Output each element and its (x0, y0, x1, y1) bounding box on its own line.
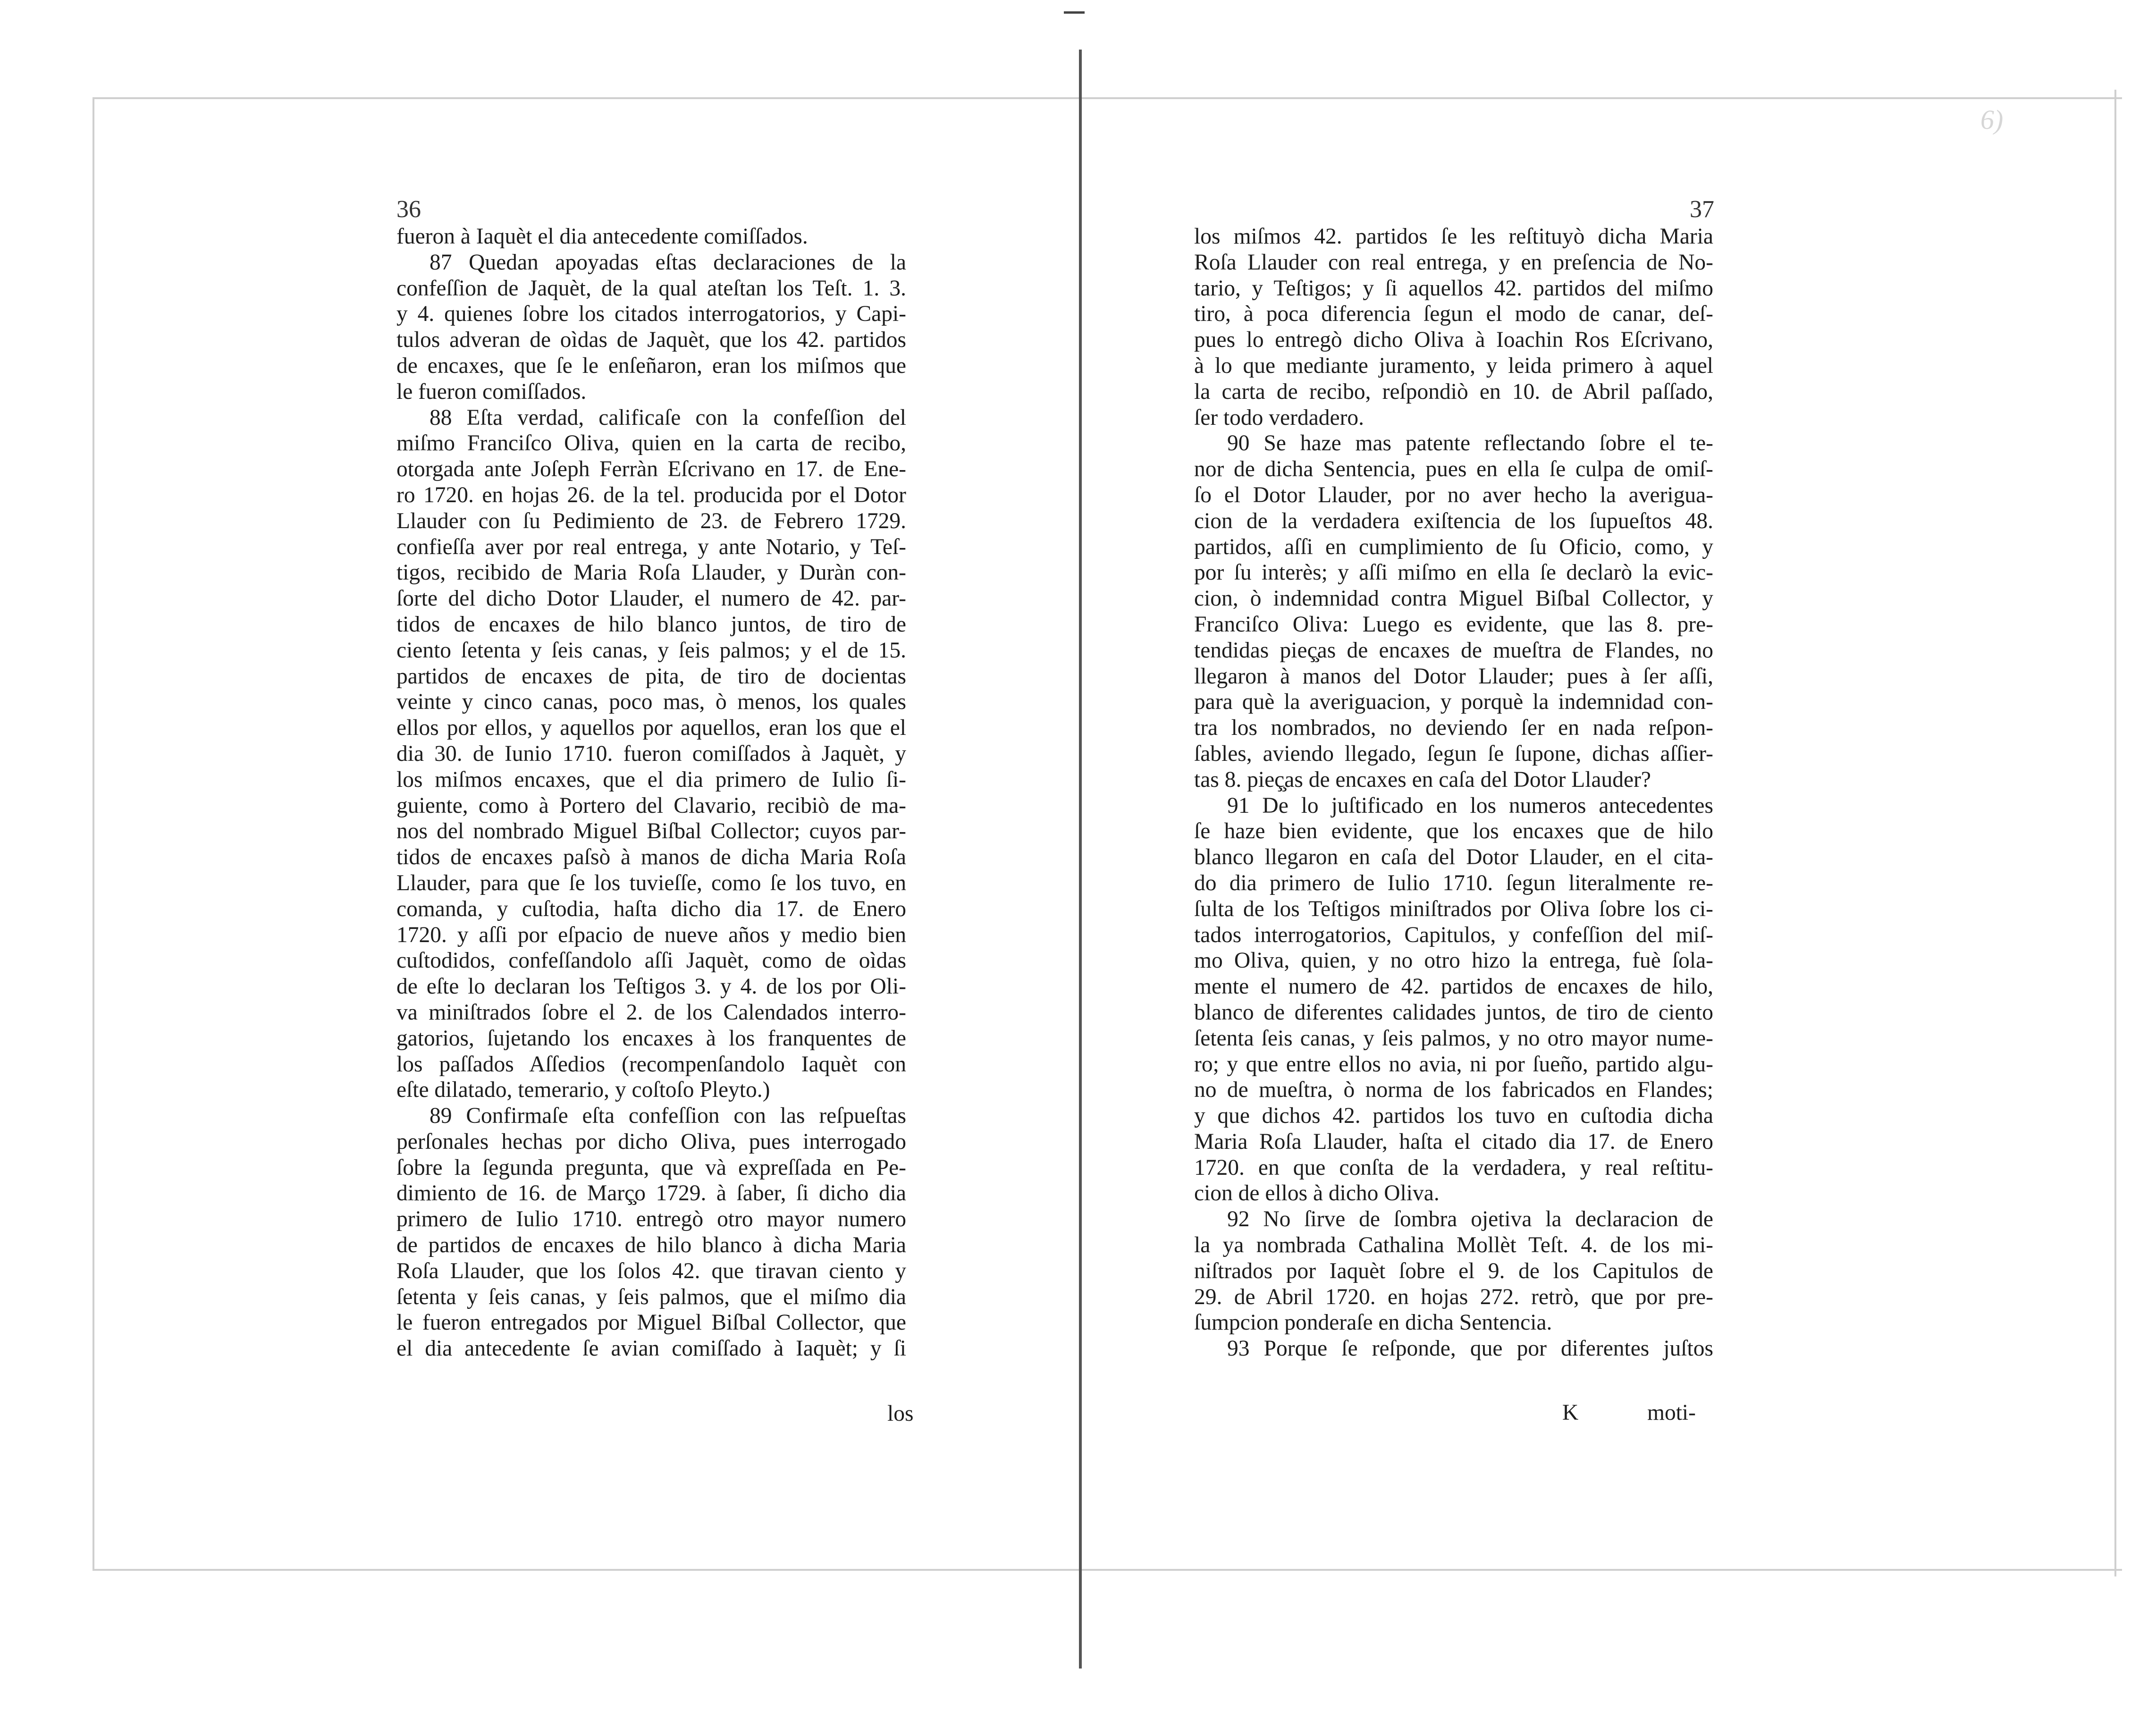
text-line: fueron à Iaquèt el dia antecedente comiſſados. (396, 224, 808, 249)
text-line: tario, y Teſtigos; y ſi aquellos 42. partidos del miſmo (1194, 276, 1713, 301)
text-line: llegaron à manos del Dotor Llauder; pues à ſer aſſi, (1194, 664, 1713, 689)
text-line: eſte dilatado, temerario, y coſtoſo Pleyto.) (396, 1078, 770, 1103)
text-line: tidos de encaxes de hilo blanco juntos, de tiro de (396, 612, 906, 637)
text-line: mo Oliva, quien, y no otro hizo la entrega, fuè ſola- (1194, 948, 1713, 973)
text-line: 92 No ſirve de ſombra ojetiva la declaracion de (1227, 1207, 1713, 1232)
text-line: à lo que mediante juramento, y leida primero à aquel (1194, 353, 1713, 378)
text-line: partidos, aſſi en cumplimiento de ſu Oficio, como, y (1194, 534, 1713, 559)
text-line: ſulta de los Teſtigos miniſtrados por Oliva ſobre los ci- (1194, 896, 1713, 921)
page-number-right: 37 (1690, 196, 1714, 223)
text-line: perſonales hechas por dicho Oliva, pues interrogado (396, 1129, 906, 1154)
right-text-column (1194, 224, 1713, 1362)
text-line: ro; y que entre ellos no avia, ni por ſueño, partido algu- (1194, 1052, 1713, 1077)
text-line: tra los nombrados, no deviendo ſer en nada reſpon- (1194, 716, 1713, 741)
text-line: otorgada ante Joſeph Ferràn Eſcrivano en 17. de Ene- (396, 457, 906, 482)
text-line: ro 1720. en hojas 26. de la tel. producida por el Dotor (396, 482, 906, 507)
book-gutter-line (1079, 50, 1082, 1669)
text-line: 87 Quedan apoyadas eſtas declaraciones de la (430, 250, 906, 275)
text-line: confeſſion de Jaquèt, de la qual ateſtan los Teſt. 1. 3. (396, 276, 906, 301)
text-line: por ſu interès; y aſſi miſmo en ella ſe declarò la evic- (1194, 560, 1713, 585)
text-line: 93 Porque ſe reſponde, que por diferentes juſtos (1227, 1336, 1713, 1361)
text-line: gatorios, ſujetando los encaxes à los franquentes de (396, 1026, 906, 1051)
text-line: la ya nombrada Cathalina Mollèt Teſt. 4. de los mi- (1194, 1233, 1713, 1258)
text-line: tulos adveran de oìdas de Jaquèt, que los 42. partidos (396, 328, 906, 353)
signature-mark: K (1562, 1400, 1579, 1425)
text-line: de eſte lo declaran los Teſtigos 3. y 4. de los por Oli- (396, 974, 906, 999)
text-line: ſe haze bien evidente, que los encaxes que de hilo (1194, 819, 1713, 844)
text-line: no de mueſtra, ò norma de los fabricados en Flandes; (1194, 1078, 1713, 1103)
text-line: cuſtodidos, confeſſandolo aſſi Jaquèt, como de oìdas (396, 948, 906, 973)
text-line: Roſa Llauder, que los ſolos 42. que tiravan ciento y (396, 1258, 906, 1283)
text-line: 91 De lo juſtificado en los numeros antecedentes (1227, 793, 1713, 818)
text-line: Maria Roſa Llauder, haſta el citado dia 17. de Enero (1194, 1129, 1713, 1154)
text-line: tendidas pieç̧as de encaxes de mueſtra de Flandes, no (1194, 638, 1713, 663)
text-line: cion de la verdadera exiſtencia de los ſupueſtos 48. (1194, 508, 1713, 533)
text-line: y que dichos 42. partidos los tuvo en cuſtodia dicha (1194, 1104, 1713, 1129)
text-line: dimiento de 16. de Març̧o 1729. à ſaber, ſi dicho dia (396, 1181, 906, 1206)
text-line: 89 Confirmaſe eſta confeſſion con las reſpueſtas (430, 1104, 906, 1129)
text-line: le fueron comiſſados. (396, 379, 587, 404)
page-number-left: 36 (396, 196, 421, 223)
text-line: ſables, aviendo llegado, ſegun ſe ſupone, dichas aſſier- (1194, 741, 1713, 766)
text-line: va miniſtrados ſobre el 2. de los Calendados interro- (396, 1000, 906, 1025)
scan-border-top (93, 97, 2122, 99)
text-line: tidos de encaxes paſsò à manos de dicha Maria Roſa (396, 845, 906, 870)
scan-border-bottom (93, 1569, 2122, 1571)
text-line: ellos por ellos, y aquellos por aquellos, eran los que el (396, 716, 906, 741)
scan-border-left (93, 97, 94, 1570)
text-line: tiro, à poca diferencia ſegun el modo de canar, deſ- (1194, 302, 1713, 327)
text-line: primero de Iulio 1710. entregò otro mayor numero (396, 1207, 906, 1232)
text-line: partidos de encaxes de pita, de tiro de docientas (396, 664, 906, 689)
text-line: le fueron entregados por Miguel Biſbal Collector, que (396, 1310, 906, 1335)
text-line: tas 8. pieç̧as de encaxes en caſa del Dotor Llauder? (1194, 767, 1651, 792)
pencil-folio-mark: 6) (1980, 104, 2004, 135)
text-line: nos del nombrado Miguel Biſbal Collector; cuyos par- (396, 819, 906, 844)
text-line: Roſa Llauder con real entrega, y en preſencia de No- (1194, 250, 1713, 275)
text-line: tigos, recibido de Maria Roſa Llauder, y Duràn con- (396, 560, 906, 585)
catchword-left: los (887, 1401, 914, 1426)
top-rule-mark (1064, 11, 1085, 14)
text-line: ciento ſetenta y ſeis canas, y ſeis palmos; y el de 15. (396, 638, 906, 663)
text-line: confieſſa aver por real entrega, y ante Notario, y Teſ- (396, 534, 906, 559)
text-line: ſorte del dicho Dotor Llauder, el numero de 42. par- (396, 586, 906, 611)
text-line: mente el numero de 42. partidos de encaxes de hilo, (1194, 974, 1713, 999)
text-line: nor de dicha Sentencia, pues en ella ſe culpa de omiſ- (1194, 457, 1713, 482)
text-line: la carta de recibo, reſpondiò en 10. de Abril paſſado, (1194, 379, 1713, 404)
text-line: blanco de diferentes calidades juntos, de tiro de ciento (1194, 1000, 1713, 1025)
text-line: 1720. en que conſta de la verdadera, y real reſtitu- (1194, 1155, 1713, 1180)
text-line: dia 30. de Iunio 1710. fueron comiſſados à Jaquèt, y (396, 741, 906, 766)
text-line: ſetenta y ſeis canas, y ſeis palmos, que el miſmo dia (396, 1284, 906, 1309)
text-line: Llauder, para que ſe los tuvieſſe, como ſe los tuvo, en (396, 870, 906, 895)
text-line: guiente, como à Portero del Clavario, recibiò de ma- (396, 793, 906, 818)
text-line: miſmo Franciſco Oliva, quien en la carta de recibo, (396, 431, 906, 456)
text-line: tados interrogatorios, Capitulos, y confeſſion del miſ- (1194, 922, 1713, 947)
text-line: cion, ò indemnidad contra Miguel Biſbal Collector, y (1194, 586, 1713, 611)
text-line: ſetenta ſeis canas, y ſeis palmos, y no otro mayor nume- (1194, 1026, 1713, 1051)
text-line: comanda, y cuſtodia, haſta dicho dia 17. de Enero (396, 896, 906, 921)
text-line: los miſmos 42. partidos ſe les reſtituyò dicha Maria (1194, 224, 1713, 249)
text-line: ſo el Dotor Llauder, por no aver hecho la averigua- (1194, 482, 1713, 507)
text-line: 29. de Abril 1720. en hojas 272. retrò, que por pre- (1194, 1284, 1713, 1309)
text-line: los miſmos encaxes, que el dia primero de Iulio ſi- (396, 767, 906, 792)
left-text-column (396, 224, 906, 1362)
text-line: 1720. y aſſi por eſpacio de nueve años y medio bien (396, 922, 906, 947)
scan-border-right (2114, 90, 2116, 1576)
text-line: los paſſados Aſſedios (recompenſandolo Iaquèt con (396, 1052, 906, 1077)
text-line: ſumpcion ponderaſe en dicha Sentencia. (1194, 1310, 1552, 1335)
text-line: do dia primero de Iulio 1710. ſegun literalmente re- (1194, 870, 1713, 895)
text-line: Franciſco Oliva: Luego es evidente, que las 8. pre- (1194, 612, 1713, 637)
text-line: cion de ellos à dicho Oliva. (1194, 1181, 1440, 1206)
text-line: pues lo entregò dicho Oliva à Ioachin Ros Eſcrivano, (1194, 328, 1713, 353)
text-line: ſobre la ſegunda pregunta, que và expreſſada en Pe- (396, 1155, 906, 1180)
text-line: niſtrados por Iaquèt ſobre el 9. de los Capitulos de (1194, 1258, 1713, 1283)
text-line: blanco llegaron en caſa del Dotor Llauder, en el cita- (1194, 845, 1713, 870)
text-line: el dia antecedente ſe avian comiſſado à Iaquèt; y ſi (396, 1336, 906, 1361)
text-line: ſer todo verdadero. (1194, 405, 1364, 430)
text-line: veinte y cinco canas, poco mas, ò menos, los quales (396, 690, 906, 715)
text-line: Llauder con ſu Pedimiento de 23. de Febrero 1729. (396, 508, 906, 533)
text-line: y 4. quienes ſobre los citados interrogatorios, y Capi- (396, 302, 906, 327)
text-line: 90 Se haze mas patente reflectando ſobre el te- (1227, 431, 1713, 456)
text-line: para què la averiguacion, y porquè la indemnidad con- (1194, 690, 1713, 715)
text-line: de partidos de encaxes de hilo blanco à dicha Maria (396, 1233, 906, 1258)
text-line: de encaxes, que ſe le enſeñaron, eran los miſmos que (396, 353, 906, 378)
catchword-right: moti- (1647, 1400, 1696, 1425)
text-line: 88 Eſta verdad, calificaſe con la confeſſion del (430, 405, 906, 430)
